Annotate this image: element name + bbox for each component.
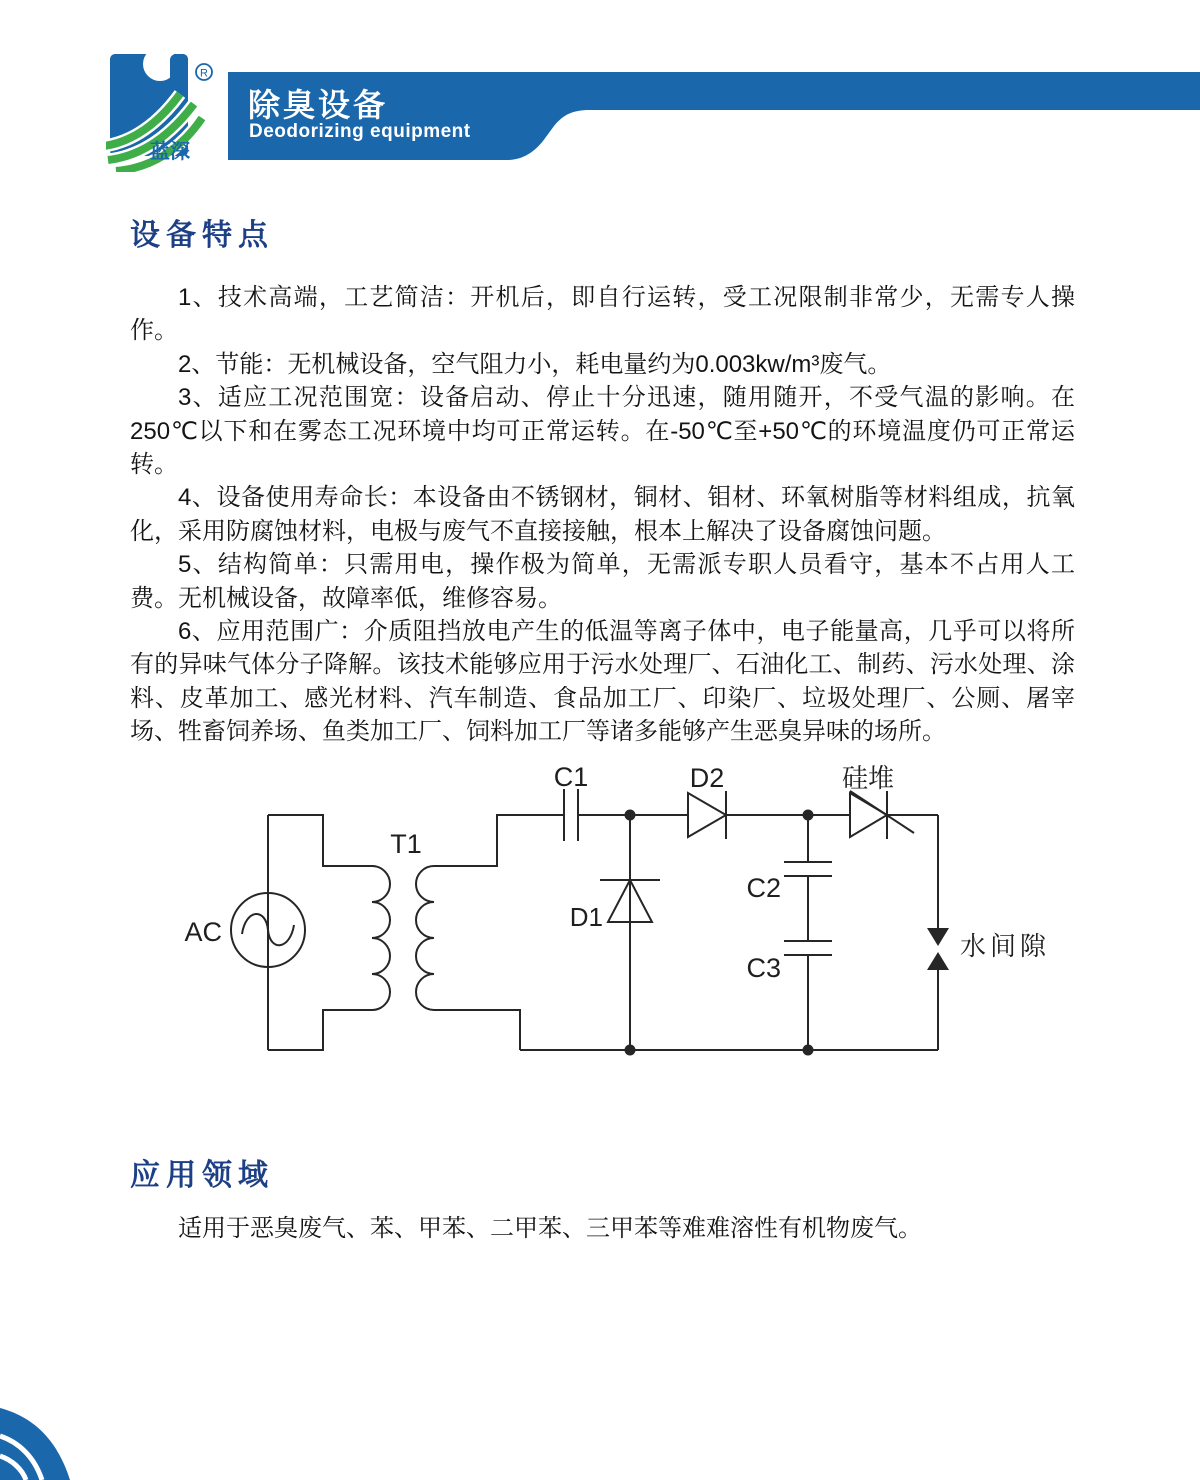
water-gap-up-arrow	[927, 952, 949, 970]
corner-wave-decoration	[0, 1390, 90, 1480]
transformer-label: T1	[390, 829, 422, 859]
feature-item-3: 3、适应工况范围宽：设备启动、停止十分迅速，随用随开，不受气温的影响。在250℃以下和在雾态工况环境中均可正常运转。在-50℃至+50℃的环境温度仍可正常运转。	[130, 384, 1075, 479]
page-subtitle: Deodorizing equipment	[249, 121, 471, 142]
secondary-top-wire	[434, 815, 564, 866]
feature-item-6: 6、应用范围广：介质阻挡放电产生的低温等离子体中，电子能量高，几乎可以将所有的异味气体分子降解。该技术能够应用于污水处理厂、石油化工、制药、污水处理、涂料、皮革加工、感光材料、汽车制造、食品加工厂、印染厂、垃圾处理厂、公厕、屠宰场、牲畜饲养场、鱼类加工厂、饲料加工厂等诸多能够产生恶臭异味的场所。	[130, 618, 1075, 746]
features-heading: 设备特点	[130, 219, 274, 252]
registered-letter: R	[200, 67, 208, 80]
silicon-stack-label: 硅堆	[841, 763, 895, 793]
company-logo	[106, 50, 226, 172]
secondary-bottom-wire	[434, 1010, 520, 1050]
transformer-primary-coil	[372, 866, 390, 1010]
logo-brand-text: 蓝深	[150, 141, 190, 163]
features-list	[130, 281, 1075, 749]
ac-label: AC	[184, 917, 222, 947]
silicon-stack-triangle	[850, 793, 887, 837]
feature-item-1: 1、技术高端，工艺简洁：开机后，即自行运转，受工况限制非常少，无需专人操作。	[130, 284, 1075, 345]
d2-diode-triangle	[688, 793, 726, 837]
circuit-diagram	[0, 740, 1200, 1085]
water-gap-down-arrow	[927, 928, 949, 946]
d2-label: D2	[689, 763, 725, 793]
water-gap-label: 水间隙	[960, 931, 1051, 961]
d1-label: D1	[569, 902, 603, 932]
page-title: 除臭设备	[248, 87, 389, 123]
c3-label: C3	[746, 953, 781, 983]
feature-item-2: 2、节能：无机械设备，空气阻力小，耗电量约为0.003kw/m³废气。	[178, 350, 892, 378]
application-text: 适用于恶臭废气、苯、甲苯、二甲苯、三甲苯等难难溶性有机物废气。	[178, 1215, 922, 1242]
feature-item-5: 5、结构简单：只需用电，操作极为简单，无需派专职人员看守，基本不占用人工费。无机械设备，故障率低，维修容易。	[130, 551, 1075, 612]
c2-label: C2	[746, 873, 781, 903]
primary-top-wire	[268, 815, 372, 866]
application-heading: 应用领域	[130, 1159, 274, 1192]
feature-item-4: 4、设备使用寿命长：本设备由不锈钢材，铜材、钼材、环氧树脂等材料组成，抗氧化，采用防腐蚀材料，电极与废气不直接接触，根本上解决了设备腐蚀问题。	[130, 484, 1075, 545]
primary-bottom-wire	[268, 1010, 372, 1050]
silicon-stack-diagonal	[850, 791, 914, 833]
c1-label: C1	[553, 762, 589, 792]
transformer-secondary-coil	[416, 866, 434, 1010]
